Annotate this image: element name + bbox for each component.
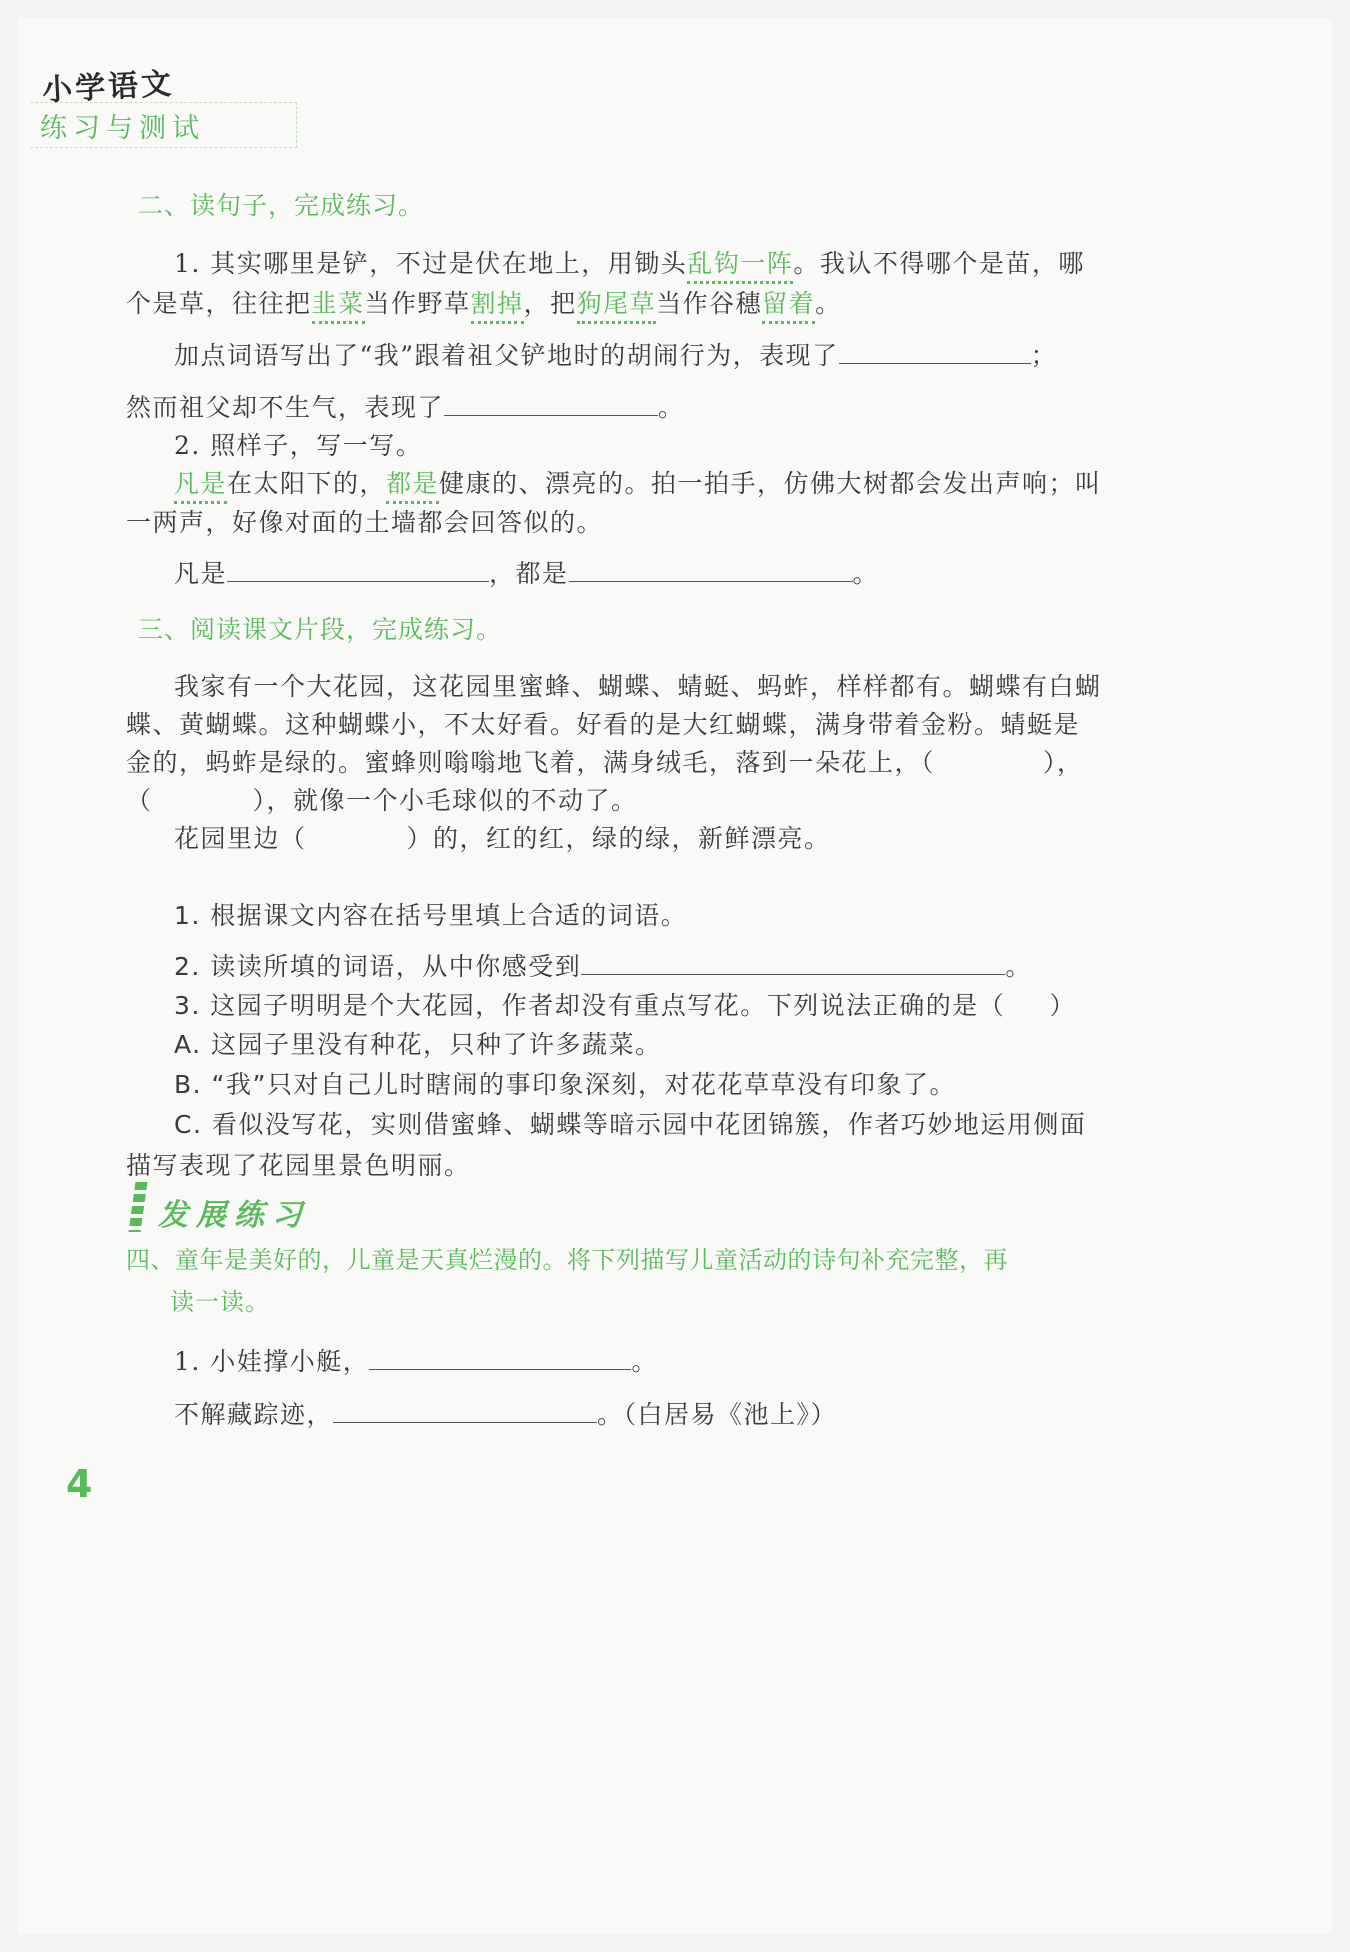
book-subtitle: 练习与测试 <box>40 113 205 144</box>
option-a: A. 这园子里没有种花，只种了许多蔬菜。 <box>174 1030 662 1059</box>
s2-q1-line1: 1. 其实哪里是铲，不过是伏在地上，用锄头乱钩一阵。我认不得哪个是苗，哪 <box>174 244 1085 280</box>
answer-blank[interactable] <box>333 1421 597 1423</box>
answer-blank[interactable] <box>839 362 1031 364</box>
passage-line3: 金的，蚂蚱是绿的。蜜蜂则嗡嗡地飞着，满身绒毛，落到一朵花上，（ ）， <box>126 748 1084 777</box>
s3-q3: 3. 这园子明明是个大花园，作者却没有重点写花。下列说法正确的是（ ） <box>174 991 1076 1020</box>
section3-heading: 三、阅读课文片段，完成练习。 <box>138 615 503 644</box>
dotted-word: 韭菜 <box>312 289 365 324</box>
development-title: 发展练习 <box>158 1198 310 1233</box>
s2-q1-ask1: 加点词语写出了“我”跟着祖父铲地时的胡闹行为，表现了 ； <box>174 341 1058 370</box>
dotted-word: 凡是 <box>174 469 227 504</box>
s2-q2-line1: 凡是在太阳下的，都是健康的、漂亮的。拍一拍手，仿佛大树都会发出声响；叫 <box>174 464 1102 500</box>
section4-heading-line1: 四、童年是美好的，儿童是天真烂漫的。将下列描写儿童活动的诗句补充完整，再 <box>126 1246 1008 1274</box>
answer-blank[interactable] <box>227 580 489 582</box>
answer-blank[interactable] <box>569 580 853 582</box>
option-c-line2: 描写表现了花园里景色明丽。 <box>126 1151 471 1180</box>
answer-blank[interactable] <box>369 1368 631 1370</box>
s2-q2-fill: 凡是 ，都是 。 <box>174 559 880 588</box>
section4-heading-line2: 读一读。 <box>170 1288 270 1316</box>
section2-heading: 二、读句子，完成练习。 <box>138 191 425 220</box>
dotted-word: 都是 <box>386 469 439 504</box>
s2-q1-ask2: 然而祖父却不生气，表现了 。 <box>126 393 685 422</box>
dotted-word: 狗尾草 <box>577 289 657 324</box>
passage-line1: 我家有一个大花园，这花园里蜜蜂、蝴蝶、蜻蜓、蚂蚱，样样都有。蝴蝶有白蝴 <box>174 672 1102 701</box>
option-b: B. “我”只对自己儿时瞎闹的事印象深刻，对花花草草没有印象了。 <box>174 1070 956 1099</box>
passage-line2: 蝶、黄蝴蝶。这种蝴蝶小，不太好看。好看的是大红蝴蝶，满身带着金粉。蜻蜓是 <box>126 710 1081 739</box>
dotted-word: 乱钩一阵 <box>687 249 793 284</box>
book-title: 小学语文 <box>41 66 176 109</box>
dotted-word: 割掉 <box>471 289 524 324</box>
s3-q1: 1. 根据课文内容在括号里填上合适的词语。 <box>174 901 688 930</box>
page-number: 4 <box>66 1462 93 1506</box>
dotted-word: 留着 <box>762 289 815 324</box>
s2-q2-label: 2. 照样子，写一写。 <box>174 431 423 460</box>
passage-line4: （ ），就像一个小毛球似的不动了。 <box>126 786 638 815</box>
answer-blank[interactable] <box>581 973 1005 975</box>
s2-q1-line2: 个是草，往往把韭菜当作野草割掉，把狗尾草当作谷穗留着。 <box>126 284 842 320</box>
s2-q2-line2: 一两声，好像对面的土墙都会回答似的。 <box>126 508 604 537</box>
s3-q2: 2. 读读所填的词语，从中你感受到 。 <box>174 952 1032 981</box>
option-c-line1: C. 看似没写花，实则借蜜蜂、蝴蝶等暗示园中花团锦簇，作者巧妙地运用侧面 <box>174 1110 1087 1139</box>
answer-blank[interactable] <box>444 414 658 416</box>
passage-line5: 花园里边（ ）的，红的红，绿的绿，新鲜漂亮。 <box>174 824 831 853</box>
poem-line1: 1. 小娃撑小艇， 。 <box>174 1347 658 1376</box>
poem-line2: 不解藏踪迹， 。（白居易《池上》） <box>174 1400 838 1429</box>
